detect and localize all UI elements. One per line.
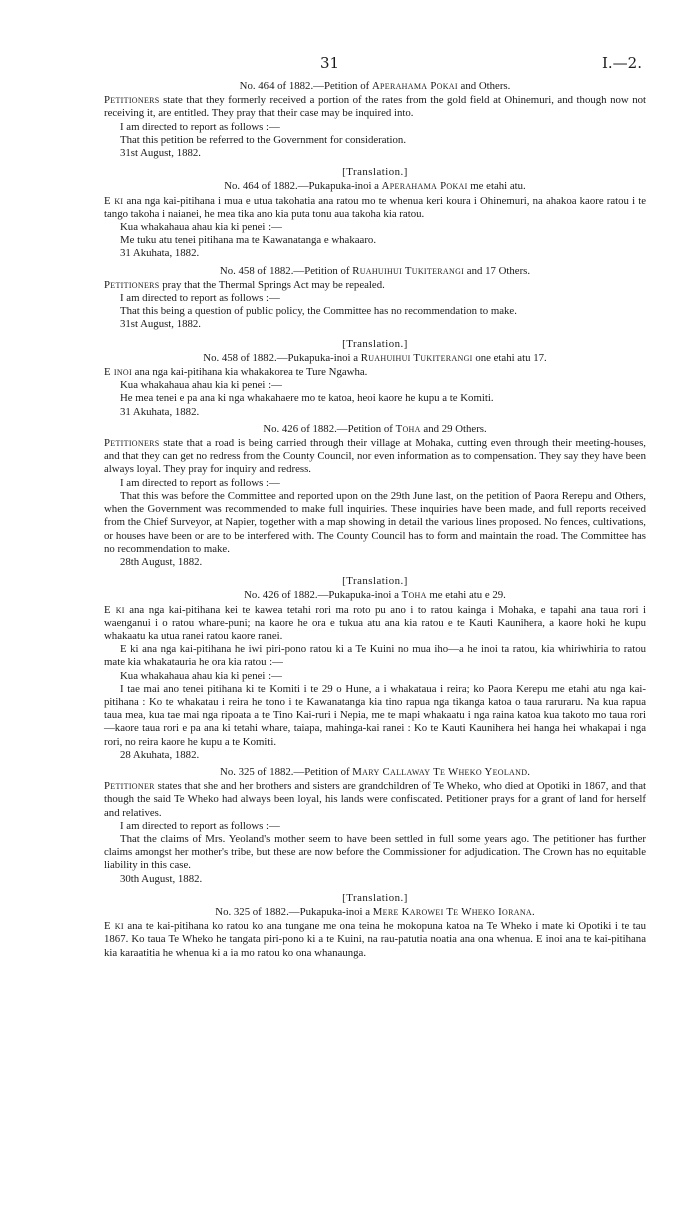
report-line: I am directed to report as follows :— [120, 120, 280, 133]
page-number: 31 [320, 54, 340, 72]
petition-section [104, 338, 646, 419]
translation-label: [Translation.] [342, 891, 408, 904]
body-lead: E ki [104, 920, 124, 933]
petition-body [104, 94, 646, 120]
title-prefix: No. 464 of 1882.—Petition of [239, 80, 372, 92]
document-body [104, 80, 646, 964]
body-lead: E ki [104, 194, 124, 207]
petition-body [104, 279, 646, 292]
report-line: I am directed to report as follows :— [120, 476, 280, 489]
petition-title [104, 589, 646, 602]
petition-title [104, 265, 646, 278]
body-text: ana te kai-pitihana ko ratou ko ana tungane me ona teina he mokopuna katoa na Te Wheko i mate ki Opotiki i te tau 1867. Ko taua Te Wheko he tangata piri-pono ki a te Kuini, na rau-patutia noatia ana ona whenua. E inoi ana te kai-pitihana kia karaatitia he whenua ki a ia mo ratou ko ona whanaunga. [104, 920, 646, 959]
petitioner-name: Ruahuihui Tukiterangi [360, 351, 473, 364]
petitioner-name: Ruahuihui Tukiterangi [352, 264, 465, 277]
title-prefix: No. 458 of 1882.—Petition of [219, 264, 353, 277]
petitioner-name: Mary Callaway Te Wheko Yeoland [352, 765, 528, 778]
report-line: That this being a question of public policy, the Committee has no recommendation to make. [120, 305, 517, 318]
report-line: 31 Akuhata, 1882. [120, 405, 200, 418]
title-prefix: No. 426 of 1882.—Petition of [263, 422, 396, 435]
petition-title [104, 423, 646, 436]
title-suffix: and Others. [457, 80, 511, 92]
petition-section [104, 423, 646, 569]
body-text: state that they formerly received a portion of the rates from the gold field at Ohinemuri, and though now not receiving it, are entitled. They pray that their case may be inquired into. [104, 94, 646, 120]
title-prefix: No. 325 of 1882.—Pukapuka-inoi a [215, 905, 373, 918]
report-line: I am directed to report as follows :— [120, 292, 280, 305]
petition-body [104, 195, 646, 221]
petition-section [104, 80, 646, 160]
body-lead: Petitioners [104, 278, 160, 291]
body-lead: Petitioners [104, 94, 160, 107]
report-line: That this petition be referred to the Government for consideration. [120, 133, 407, 146]
report-line: I am directed to report as follows :— [120, 819, 280, 832]
petition-body [104, 920, 646, 960]
body-text: state that a road is being carried through their village at Mohaka, cutting even through their meeting-houses, and that they can get no redress from the County Council, nor even information as to compensation. They say they have been always loyal. They pray for inquiry and redress. [104, 437, 646, 476]
title-suffix: and 29 Others. [420, 422, 487, 435]
translation-label: [Translation.] [342, 166, 408, 179]
title-prefix: No. 458 of 1882.—Pukapuka-inoi a [203, 351, 361, 364]
petitioner-name: Toha [395, 422, 421, 435]
petition-body [104, 604, 646, 644]
petitioner-name: Mere Karowei Te Wheko Iorana [372, 905, 532, 918]
title-suffix: one etahi atu 17. [472, 351, 547, 364]
petitioner-name: Aperahama Pokai [381, 180, 468, 193]
petition-body [104, 780, 646, 820]
petition-title [104, 906, 646, 919]
title-suffix: and 17 Others. [464, 264, 531, 277]
translation-label: [Translation.] [342, 337, 408, 350]
petition-section [104, 166, 646, 260]
petition-title [104, 352, 646, 365]
petitioner-name: Toha [401, 589, 427, 602]
report-line: Kua whakahaua ahau kia ki penei :— [120, 379, 282, 392]
committee-report: That this was before the Committee and reported upon on the 29th June last, on the petition of Paora Rerepu and Others, when the Government was recommended to make full inquiries. These inquiries have been made, and full reports received from the Chief Surveyor, at Napier, together with a map showing in detail the various lines proposed. No fences, cultivations, or houses have been or are to be interfered with. The County Council has to form and maintain the road. The Committee has no recommendation to make. [104, 489, 646, 555]
body-text: ana nga kai-pitihana kia whakakorea te Ture Ngawha. [131, 366, 368, 379]
committee-report: I tae mai ano tenei pitihana ki te Komiti i te 29 o Hune, a i whakataua i reira; ko Paora Kerepu me etahi atu nga kai-pitihana : Ko te whakatau i reira he tono i te Kawanatanga kia tino rapua nga tikanga katoa o taua raruraru. Na kua rapua taua mea, kua tae mai nga ripoata a te Tino Kai-ruri i Nepia, me te mapi whakaatu i nga raina katoa kua takoto mo taua rori—kaore taua rori e pa ana ki tetahi whare, taiapa, mahinga-kai ranei : Ko te Kauti Kaunihera hei hanga hei whakapai i nga rori, no reira kaore he kupu a te Komiti. [104, 682, 646, 748]
petition-section [104, 265, 646, 332]
body-text: states that she and her brothers and sisters are grandchildren of Te Wheko, who died at Opotiki in 1867, and that though the said Te Wheko had always been loyal, his lands were confiscated. Petitioner prays for a grant of land for herself and relatives. [104, 780, 646, 819]
report-line: 31st August, 1882. [120, 147, 201, 160]
title-prefix: No. 464 of 1882.—Pukapuka-inoi a [224, 180, 382, 193]
body-text: ana nga kai-pitihana i mua e utua takohatia ana ratou mo te whenua keri koura i Ohinemuri, na ahakoa kaore ratou i te tango takoha i naianei, he mea tika ano kia puta tonu aua takoha kia ratou. [104, 194, 646, 220]
body-lead: Petitioner [104, 780, 155, 793]
report-line: Kua whakahaua ahau kia ki penei :— [120, 221, 282, 234]
title-suffix: me etahi atu. [467, 180, 526, 193]
translation-label: [Translation.] [342, 575, 408, 588]
committee-report: That the claims of Mrs. Yeoland's mother seem to have been settled in full some years ago. The petitioner has further claims amongst her mother's tribe, but these are now before the Commissioner for adjudication. The Crown has no equitable liability in this case. [104, 832, 646, 872]
page-header [0, 54, 700, 74]
report-date: 28 Akuhata, 1882. [120, 748, 200, 761]
petition-title [104, 180, 646, 193]
report-line: Kua whakahaua ahau kia ki penei :— [120, 669, 282, 682]
body-lead: Petitioners [104, 437, 160, 450]
petition-section [104, 766, 646, 886]
petition-section [104, 575, 646, 762]
title-suffix: me etahi atu e 29. [426, 589, 506, 602]
title-suffix: . [527, 765, 530, 778]
title-suffix: . [531, 905, 535, 918]
petition-section [104, 892, 646, 960]
body-lead: E inoi [104, 366, 132, 379]
body-text: pray that the Thermal Springs Act may be repealed. [159, 278, 385, 291]
report-line: He mea tenei e pa ana ki nga whakahaere mo te katoa, heoi kaore he kupu a te Komiti. [120, 392, 494, 405]
petition-body-continued: E ki ana nga kai-pitihana he iwi piri-pono ratou ki a Te Kuini no mua iho—a he inoi ta ratou, kia whiriwhiria to ratou mate kia whakatauria he ora kia ratou :— [104, 643, 646, 669]
document-reference: I.—2. [601, 54, 642, 72]
petition-body [104, 366, 646, 379]
report-line: 31st August, 1882. [120, 318, 201, 331]
petition-title [104, 80, 646, 93]
title-prefix: No. 426 of 1882.—Pukapuka-inoi a [244, 589, 402, 602]
report-date: 30th August, 1882. [120, 872, 203, 885]
body-lead: E ki [104, 603, 125, 616]
body-text: ana nga kai-pitihana kei te kawea tetahi rori ma roto pu ano i to ratou kainga i Mohaka, e tapahi ana taua rori i waenganui i o ratou whare-puni; na kaore he ora e tukua atu ana kia ratou e te Kauti Kaunihera, a kaore hoki he kupu whakaatu ka utua ranei ratou kaore ranei. [104, 603, 646, 642]
report-line: 31 Akuhata, 1882. [120, 247, 200, 260]
petition-title [104, 766, 646, 779]
title-prefix: No. 325 of 1882.—Petition of [220, 765, 353, 778]
report-line: Me tuku atu tenei pitihana ma te Kawanatanga e whakaaro. [120, 234, 377, 247]
petitioner-name: Aperahama Pokai [371, 80, 458, 92]
petition-body [104, 437, 646, 477]
report-date: 28th August, 1882. [120, 555, 203, 568]
